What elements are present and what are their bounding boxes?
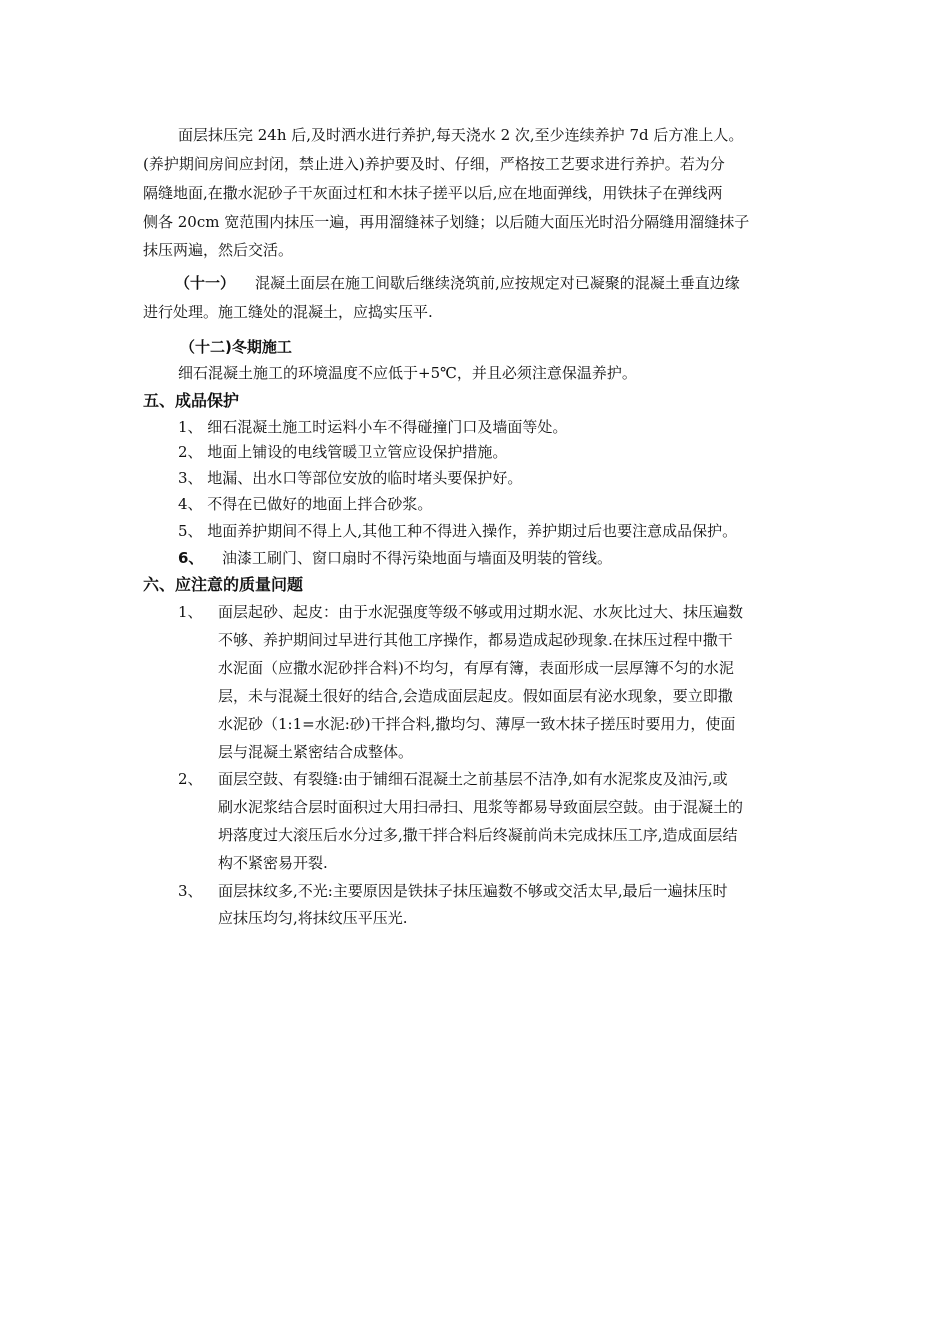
section-6-item-1-line-3: 水泥面（应撒水泥砂拌合料)不均匀，有厚有簿，表面形成一层厚簿不匀的水泥 [218, 659, 734, 677]
section-6-title: 六、应注意的质量问题 [143, 575, 304, 594]
curing-paragraph-line-2: (养护期间房间应封闭，禁止进入)养护要及时、仔细，严格按工艺要求进行养护。若为分 [143, 155, 725, 173]
section-6-item-3-number: 3、 [178, 882, 203, 900]
section-5-item-6-text: 油漆工刷门、窗口扇时不得污染地面与墙面及明装的管线。 [222, 549, 613, 567]
section-6-item-2-line-3: 坍落度过大滚压后水分过多,撒干拌合料后终凝前尚未完成抹压工序,造成面层结 [218, 826, 738, 844]
section-6-item-3-line-2: 应抹压均匀,将抹纹压平压光. [218, 909, 408, 927]
section-5-item-4: 4、 不得在已做好的地面上拌合砂浆。 [178, 495, 433, 513]
section-12-text: 细石混凝土施工的环境温度不应低于+5℃，并且必须注意保温养护。 [178, 364, 637, 382]
section-6-item-1-line-6: 层与混凝土紧密结合成整体。 [218, 743, 414, 761]
section-6-item-2-line-1: 面层空鼓、有裂缝:由于铺细石混凝土之前基层不洁净,如有水泥浆皮及油污,或 [218, 770, 728, 788]
section-6-item-1-number: 1、 [178, 603, 203, 621]
section-12-title: （十二)冬期施工 [180, 338, 292, 356]
section-5-title: 五、成品保护 [143, 391, 240, 410]
section-11-line-1: 混凝土面层在施工间歇后继续浇筑前,应按规定对已凝聚的混凝土垂直边缘 [255, 274, 740, 292]
section-6-item-2-line-2: 刷水泥浆结合层时面积过大用扫帚扫、甩浆等都易导致面层空鼓。由于混凝土的 [218, 798, 744, 816]
curing-paragraph-line-1: 面层抹压完 24h 后,及时洒水进行养护,每天浇水 2 次,至少连续养护 7d 后方准上人。 [178, 126, 744, 144]
curing-paragraph-line-3: 隔缝地面,在撒水泥砂子干灰面过杠和木抹子搓平以后,应在地面弹线，用铁抹子在弹线两 [143, 184, 723, 202]
section-6-item-1-line-4: 层，未与混凝土很好的结合,会造成面层起皮。假如面层有泌水现象，要立即撒 [218, 687, 733, 705]
section-6-item-2-line-4: 构不紧密易开裂. [218, 854, 328, 872]
section-5-item-2: 2、 地面上铺设的电线管暖卫立管应设保护措施。 [178, 443, 508, 461]
section-11-label: （十一） [175, 274, 236, 292]
curing-paragraph-line-5: 抹压两遍，然后交活。 [143, 241, 294, 259]
section-5-item-1: 1、 细石混凝土施工时运料小车不得碰撞门口及墙面等处。 [178, 418, 568, 436]
section-11-line-2: 进行处理。施工缝处的混凝土，应捣实压平. [143, 303, 433, 321]
section-6-item-1-line-2: 不够、养护期间过早进行其他工序操作，都易造成起砂现象.在抹压过程中撒干 [218, 631, 733, 649]
section-6-item-3-line-1: 面层抹纹多,不光:主要原因是铁抹子抹压遍数不够或交活太早,最后一遍抹压时 [218, 882, 728, 900]
section-6-item-1-line-1: 面层起砂、起皮：由于水泥强度等级不够或用过期水泥、水灰比过大、抹压遍数 [218, 603, 744, 621]
section-6-item-1-line-5: 水泥砂（1:1=水泥:砂)干拌合料,撒均匀、薄厚一致木抹子搓压时要用力，使面 [218, 715, 736, 733]
section-5-item-3: 3、 地漏、出水口等部位安放的临时堵头要保护好。 [178, 469, 523, 487]
section-5-item-5: 5、 地面养护期间不得上人,其他工种不得进入操作，养护期过后也要注意成品保护。 [178, 522, 738, 540]
curing-paragraph-line-4: 侧各 20cm 宽范围内抹压一遍，再用溜缝袜子划缝；以后随大面压光时沿分隔缝用溜缝抹子 [143, 213, 750, 231]
section-6-item-2-number: 2、 [178, 770, 203, 788]
section-5-item-6-number: 6、 [178, 549, 204, 567]
